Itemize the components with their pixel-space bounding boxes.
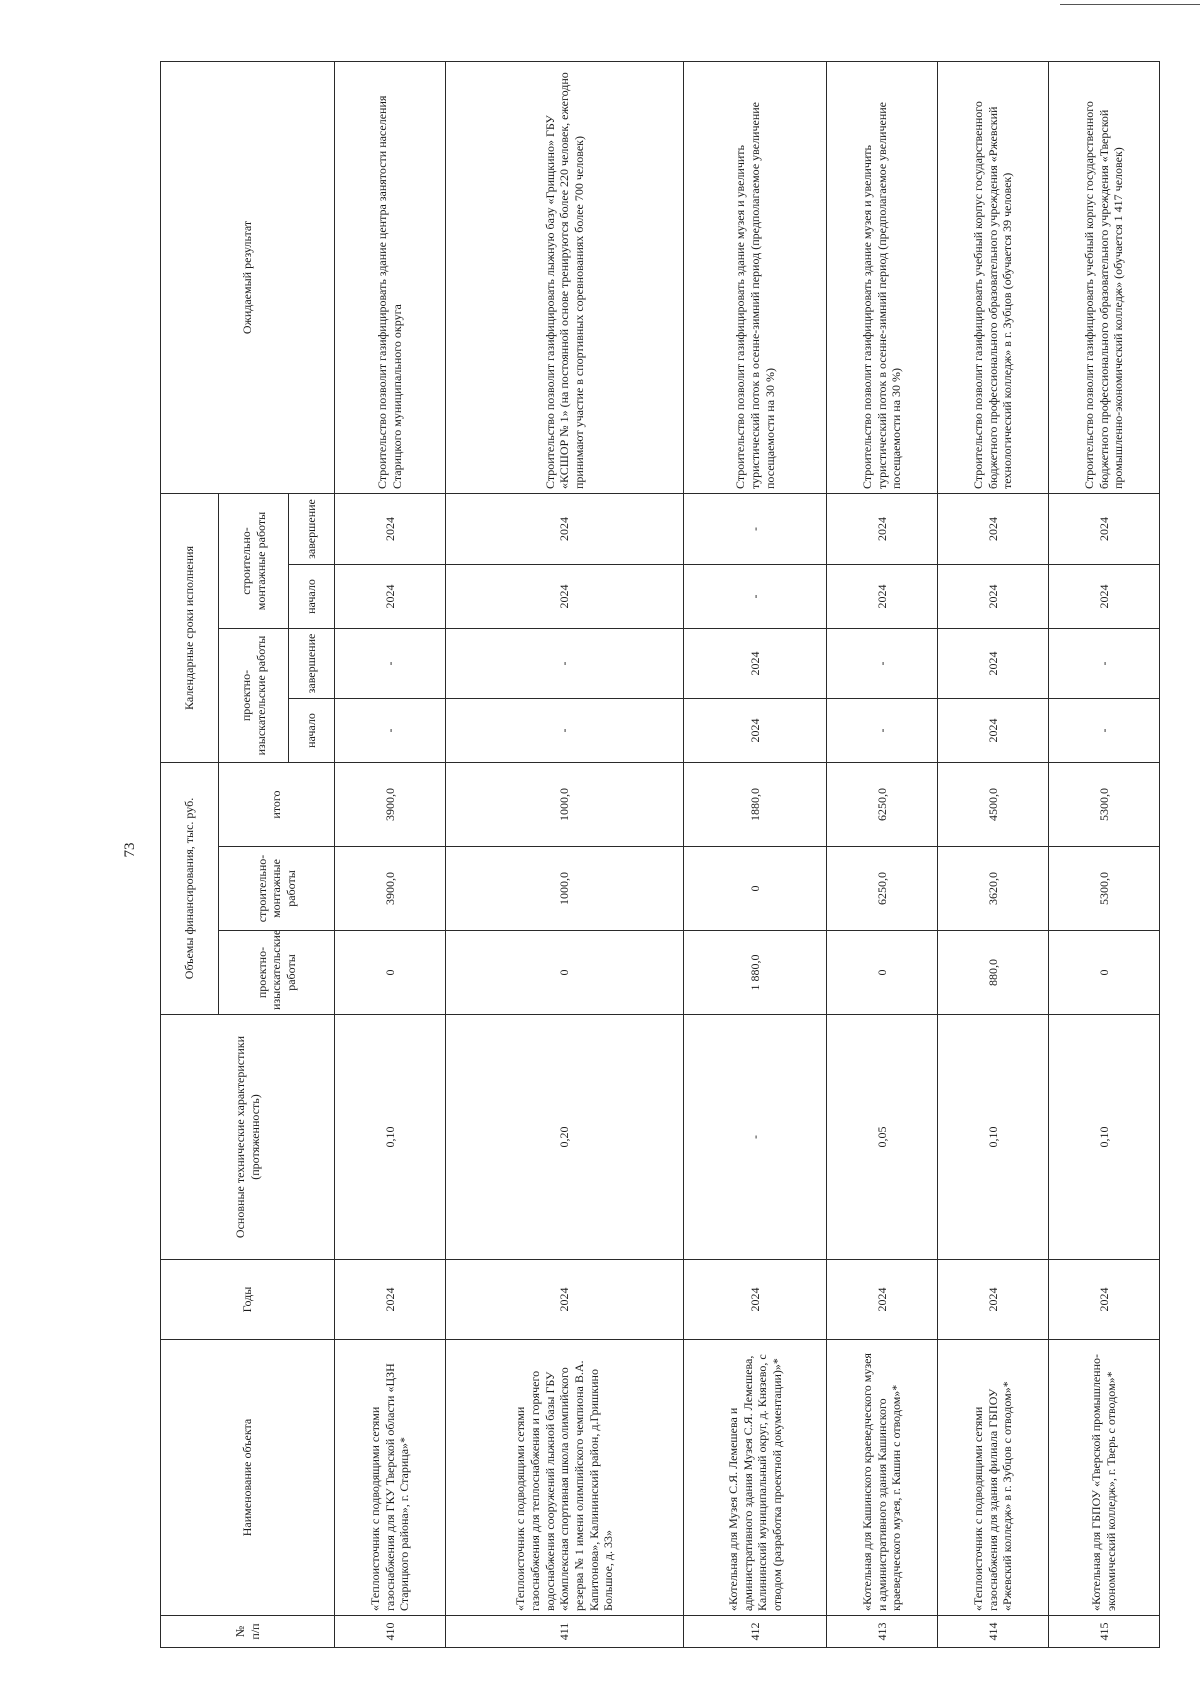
scan-edge-line: [1060, 4, 1200, 5]
row-build-end: 2024: [827, 493, 938, 564]
row-specs: 0,10: [1049, 1015, 1160, 1260]
row-result: Строительство позволит газифицировать лыжную базу «Грищкино» ГБУ «КСШОР № 1» (на постоянной основе тренируются более 220 человек, ежегодно принимают участие в спортивных соревнованиях более 700 человек): [445, 61, 683, 493]
row-name: «Котельная для Кашинского краеведческого музея и административного здания Кашинского краеведческого музея, г. Кашин с отводом»*: [827, 1340, 938, 1616]
table-row: [445, 61, 683, 1647]
row-fin-build: 3620,0: [938, 847, 1049, 931]
table-row: [827, 61, 938, 1647]
page-number: 73: [122, 842, 138, 858]
table-row: [335, 61, 446, 1647]
header-specs: Основные технические характеристики (протяженность): [161, 1015, 335, 1260]
row-num: 415: [1049, 1616, 1160, 1648]
row-design-end: -: [445, 629, 683, 699]
rotated-table-wrapper: [160, 62, 1160, 1648]
header-build-start: начало: [289, 565, 335, 629]
header-sched-design: проектно-изыскательские работы: [219, 629, 289, 763]
header-fin-design: проектно-изыскательские работы: [219, 931, 335, 1015]
row-num: 410: [335, 1616, 446, 1648]
row-fin-build: 0: [684, 847, 827, 931]
row-build-end: -: [684, 493, 827, 564]
row-specs: 0,20: [445, 1015, 683, 1260]
row-years: 2024: [1049, 1260, 1160, 1340]
row-fin-total: 1000,0: [445, 763, 683, 847]
row-fin-build: 3900,0: [335, 847, 446, 931]
row-build-end: 2024: [335, 493, 446, 564]
row-build-start: 2024: [938, 565, 1049, 629]
row-years: 2024: [938, 1260, 1049, 1340]
row-design-end: -: [1049, 629, 1160, 699]
row-specs: 0,05: [827, 1015, 938, 1260]
row-build-start: 2024: [445, 565, 683, 629]
row-fin-total: 1880,0: [684, 763, 827, 847]
row-num: 414: [938, 1616, 1049, 1648]
row-fin-total: 4500,0: [938, 763, 1049, 847]
row-years: 2024: [684, 1260, 827, 1340]
row-fin-total: 5300,0: [1049, 763, 1160, 847]
row-build-start: 2024: [1049, 565, 1160, 629]
row-design-start: 2024: [938, 699, 1049, 763]
construction-objects-table: [160, 61, 1160, 1648]
row-name: «Теплоисточник с подводящими сетями газоснабжения для теплоснабжения и горячего водоснабжения сооружений лыжной базы ГБУ «Комплексная спортивная школа олимпийского резерва № 1 имени олимпийского чемпиона В.А. Капитонова», Калининский район, д.Гришкино Большое, д. 33»: [445, 1340, 683, 1616]
table-row: [938, 61, 1049, 1647]
row-design-end: 2024: [684, 629, 827, 699]
row-fin-design: 1 880,0: [684, 931, 827, 1015]
row-build-end: 2024: [445, 493, 683, 564]
row-years: 2024: [335, 1260, 446, 1340]
row-fin-build: 5300,0: [1049, 847, 1160, 931]
header-schedule: Календарные сроки исполнения: [161, 493, 219, 762]
row-design-end: -: [827, 629, 938, 699]
header-sched-build: строительно-монтажные работы: [219, 493, 289, 628]
row-name: «Теплоисточник с подводящими сетями газоснабжения для здания филиала ГБПОУ «Ржевский колледж» в г. Зубцов с отводом»*: [938, 1340, 1049, 1616]
row-num: 413: [827, 1616, 938, 1648]
row-design-start: -: [335, 699, 446, 763]
row-fin-build: 6250,0: [827, 847, 938, 931]
row-num: 411: [445, 1616, 683, 1648]
row-build-start: 2024: [827, 565, 938, 629]
row-fin-design: 0: [445, 931, 683, 1015]
row-fin-design: 0: [1049, 931, 1160, 1015]
row-specs: -: [684, 1015, 827, 1260]
row-years: 2024: [827, 1260, 938, 1340]
row-result: Строительство позволит газифицировать здание музея и увеличить туристический поток в осенне-зимний период (предполагаемое увеличение посещаемости на 30 %): [684, 61, 827, 493]
row-result: Строительство позволит газифицировать здание музея и увеличить туристический поток в осенне-зимний период (предполагаемое увеличение посещаемости на 30 %): [827, 61, 938, 493]
row-result: Строительство позволит газифицировать учебный корпус государственного бюджетного профессионального образовательного учреждения «Ржевский технологический колледж» в г. Зубцов (обучается 39 человек): [938, 61, 1049, 493]
header-result: Ожидаемый результат: [161, 61, 335, 493]
row-design-start: -: [1049, 699, 1160, 763]
row-result: Строительство позволит газифицировать здание центра занятости населения Старицкого муниципального округа: [335, 61, 446, 493]
row-name: «Котельная для ГБПОУ «Тверской промышленно-экономический колледж», г. Тверь с отводом»*: [1049, 1340, 1160, 1616]
row-design-end: -: [335, 629, 446, 699]
row-specs: 0,10: [335, 1015, 446, 1260]
row-fin-total: 6250,0: [827, 763, 938, 847]
row-fin-design: 0: [335, 931, 446, 1015]
row-design-end: 2024: [938, 629, 1049, 699]
header-years: Годы: [161, 1260, 335, 1340]
header-fin-total: итого: [219, 763, 335, 847]
header-design-start: начало: [289, 699, 335, 763]
row-build-start: 2024: [335, 565, 446, 629]
table-row: [1049, 61, 1160, 1647]
row-name: «Котельная для Музея С.Я. Лемешева и административного здания Музея С.Я. Лемешева, Калининский муниципальный округ, д. Князево, с отводом (разработка проектной документации)»*: [684, 1340, 827, 1616]
row-fin-design: 0: [827, 931, 938, 1015]
table-row: [684, 61, 827, 1647]
row-num: 412: [684, 1616, 827, 1648]
header-num: № п/п: [161, 1616, 335, 1648]
row-fin-total: 3900,0: [335, 763, 446, 847]
row-years: 2024: [445, 1260, 683, 1340]
row-result: Строительство позволит газифицировать учебный корпус государственного бюджетного профессионального образовательного учреждения «Тверской промышленно-экономический колледж» (обучается 1 417 человек): [1049, 61, 1160, 493]
row-build-end: 2024: [1049, 493, 1160, 564]
row-build-start: -: [684, 565, 827, 629]
header-build-end: завершение: [289, 493, 335, 564]
row-design-start: -: [445, 699, 683, 763]
row-fin-build: 1000,0: [445, 847, 683, 931]
row-build-end: 2024: [938, 493, 1049, 564]
header-name: Наименование объекта: [161, 1340, 335, 1616]
row-design-start: -: [827, 699, 938, 763]
row-specs: 0,10: [938, 1015, 1049, 1260]
row-fin-design: 880,0: [938, 931, 1049, 1015]
header-fin-build: строительно-монтажные работы: [219, 847, 335, 931]
header-financing: Объемы финансирования, тыс. руб.: [161, 763, 219, 1015]
row-name: «Теплоисточник с подводящими сетями газоснабжения для ГКУ Тверской области «ЦЗН Старицкого района», г. Старица»*: [335, 1340, 446, 1616]
row-design-start: 2024: [684, 699, 827, 763]
header-design-end: завершение: [289, 629, 335, 699]
